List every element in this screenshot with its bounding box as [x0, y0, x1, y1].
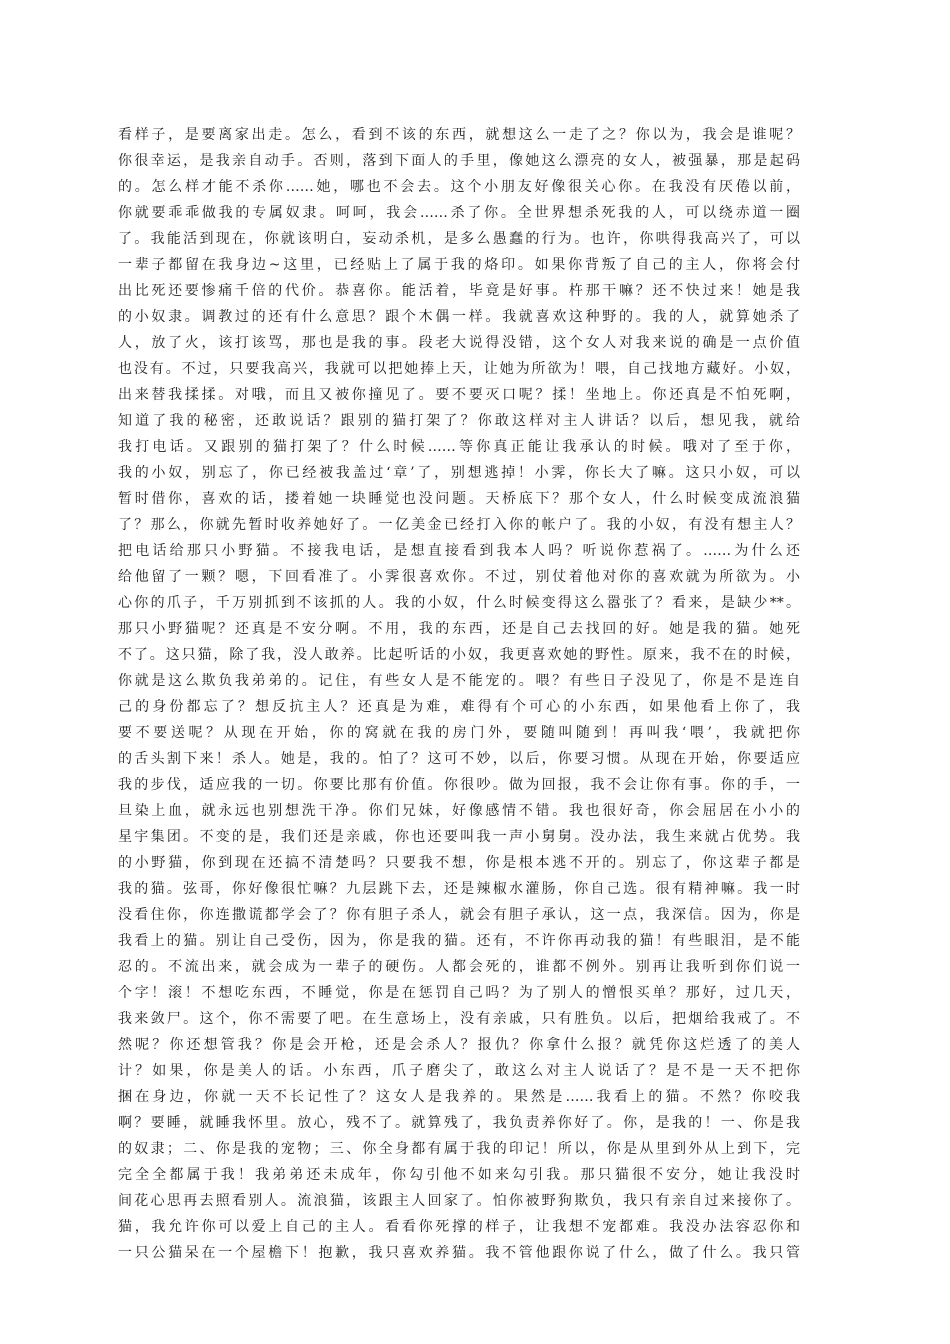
text-line: 也没有。不过，只要我高兴，我就可以把她捧上天，让她为所欲为！喂，自己找地方藏好。小奴，: [118, 361, 800, 377]
text-line: 没看住你，你连撒谎都学会了？你有胆子杀人，就会有胆子承认，这一点，我深信。因为，你是: [118, 907, 800, 923]
text-line: 然呢？你还想管我？你是会开枪，还是会杀人？报仇？你拿什么报？就凭你这烂透了的美人: [118, 1037, 800, 1053]
text-line: 暂时借你，喜欢的话，搂着她一块睡觉也没问题。天桥底下？那个女人，什么时候变成流浪猫: [118, 491, 800, 507]
text-line: 那只小野猫呢？还真是不安分啊。不用，我的东西，还是自己去找回的好。她是我的猫。她死: [118, 621, 800, 637]
text-line: 啊？要睡，就睡我怀里。放心，残不了。就算残了，我负责养你好了。你，是我的！一、你是我: [118, 1115, 800, 1131]
text-line: 我的猫。弦哥，你好像很忙嘛？九层跳下去，还是辣椒水灌肠，你自己选。很有精神嘛。我一时: [118, 881, 800, 897]
text-line: 的小奴隶。调教过的还有什么意思？跟个木偶一样。我就喜欢这种野的。我的人，就算她杀了: [118, 309, 800, 325]
text-line: 我来敛尸。这个，你不需要了吧。在生意场上，没有亲戚，只有胜负。以后，把烟给我戒了。不: [118, 1011, 800, 1027]
text-line: 一只公猫呆在一个屋檐下！抱歉，我只喜欢养猫。我不管他跟你说了什么，做了什么。我只管: [118, 1245, 800, 1261]
text-line: 了。我能活到现在，你就该明白，妄动杀机，是多么愚蠢的行为。也许，你哄得我高兴了，可以: [118, 231, 800, 247]
text-line: 了？那么，你就先暂时收养她好了。一亿美金已经打入你的帐户了。我的小奴，有没有想主人？: [118, 517, 800, 533]
text-line: 知道了我的秘密，还敢说话？跟别的猫打架了？你敢这样对主人讲话？以后，想见我，就给: [118, 413, 800, 429]
text-line: 要不要送呢？从现在开始，你的窝就在我的房门外，要随叫随到！再叫我‘喂’，我就把你: [118, 725, 800, 741]
text-line: 人，放了火，该打该骂，那也是我的事。段老大说得没错，这个女人对我来说的确是一点价值: [118, 335, 800, 351]
text-line: 星宇集团。不变的是，我们还是亲戚，你也还要叫我一声小舅舅。没办法，我生来就占优势。我: [118, 829, 800, 845]
text-line: 你就是这么欺负我弟弟的。记住，有些女人是不能宠的。喂？有些日子没见了，你是不是连自: [118, 673, 800, 689]
text-line: 出比死还要惨痛千倍的代价。恭喜你。能活着，毕竟是好事。杵那干嘛？还不快过来！她是我: [118, 283, 800, 299]
text-line: 我打电话。又跟别的猫打架了？什么时候……等你真正能让我承认的时候。哦对了至于你，: [118, 439, 800, 455]
text-line: 的。怎么样才能不杀你……她，哪也不会去。这个小朋友好像很关心你。在我没有厌倦以前，: [118, 179, 800, 195]
document-body: [118, 122, 800, 1266]
text-line: 出来替我揉揉。对哦，而且又被你撞见了。要不要灭口呢？揉！坐地上。你还真是不怕死啊，: [118, 387, 800, 403]
text-line: 你很幸运，是我亲自动手。否则，落到下面人的手里，像她这么漂亮的女人，被强暴，那是起码: [118, 153, 800, 169]
text-line: 忍的。不流出来，就会成为一辈子的硬伤。人都会死的，谁都不例外。别再让我听到你们说一: [118, 959, 800, 975]
text-line: 猫，我允许你可以爱上自己的主人。看看你死撑的样子，让我想不宠都难。我没办法容忍你和: [118, 1219, 800, 1235]
text-line: 旦染上血，就永远也别想洗干净。你们兄妹，好像感情不错。我也很好奇，你会屈居在小小的: [118, 803, 800, 819]
text-line: 间花心思再去照看别人。流浪猫，该跟主人回家了。怕你被野狗欺负，我只有亲自过来接你了。: [118, 1193, 800, 1209]
text-line: 不了。这只猫，除了我，没人敢养。比起听话的小奴，我更喜欢她的野性。原来，我不在的时候，: [118, 647, 800, 663]
text-line: 的小野猫，你到现在还搞不清楚吗？只要我不想，你是根本逃不开的。别忘了，你这辈子都是: [118, 855, 800, 871]
text-line: 完全全都属于我！我弟弟还未成年，你勾引他不如来勾引我。那只猫很不安分，她让我没时: [118, 1167, 800, 1183]
text-line: 给他留了一颗？嗯，下回看准了。小霁很喜欢你。不过，别仗着他对你的喜欢就为所欲为。小: [118, 569, 800, 585]
text-line: 我的步伐，适应我的一切。你要比那有价值。你很吵。做为回报，我不会让你有事。你的手，一: [118, 777, 800, 793]
text-line: 一辈子都留在我身边~这里，已经贴上了属于我的烙印。如果你背叛了自己的主人，你将会付: [118, 257, 800, 273]
text-line: 你就要乖乖做我的专属奴隶。呵呵，我会……杀了你。全世界想杀死我的人，可以绕赤道一圈: [118, 205, 800, 221]
text-line: 己的身份都忘了？想反抗主人？还真是为难，难得有个可心的小东西，如果他看上你了，我: [118, 699, 800, 715]
text-line: 我看上的猫。别让自己受伤，因为，你是我的猫。还有，不许你再动我的猫！有些眼泪，是不能: [118, 933, 800, 949]
text-line: 把电话给那只小野猫。不接我电话，是想直接看到我本人吗？听说你惹祸了。……为什么还: [118, 543, 800, 559]
text-line: 个字！滚！不想吃东西，不睡觉，你是在惩罚自己吗？为了别人的憎恨买单？那好，过几天，: [118, 985, 800, 1001]
text-line: 看样子，是要离家出走。怎么，看到不该的东西，就想这么一走了之？你以为，我会是谁呢？: [118, 127, 800, 143]
text-line: 捆在身边，你就一天不长记性了？这女人是我养的。果然是……我看上的猫。不然？你咬我: [118, 1089, 800, 1105]
text-line: 心你的爪子，千万别抓到不该抓的人。我的小奴，什么时候变得这么嚣张了？看来，是缺少**。: [118, 595, 800, 611]
text-line: 我的小奴，别忘了，你已经被我盖过‘章’了，别想逃掉！小霁，你长大了嘛。这只小奴，可以: [118, 465, 800, 481]
text-line: 的奴隶；二、你是我的宠物；三、你全身都有属于我的印记！所以，你是从里到外从上到下，完: [118, 1141, 800, 1157]
text-line: 计？如果，你是美人的话。小东西，爪子磨尖了，敢这么对主人说话了？是不是一天不把你: [118, 1063, 800, 1079]
text-line: 的舌头割下来！杀人。她是，我的。怕了？这可不妙，以后，你要习惯。从现在开始，你要适应: [118, 751, 800, 767]
